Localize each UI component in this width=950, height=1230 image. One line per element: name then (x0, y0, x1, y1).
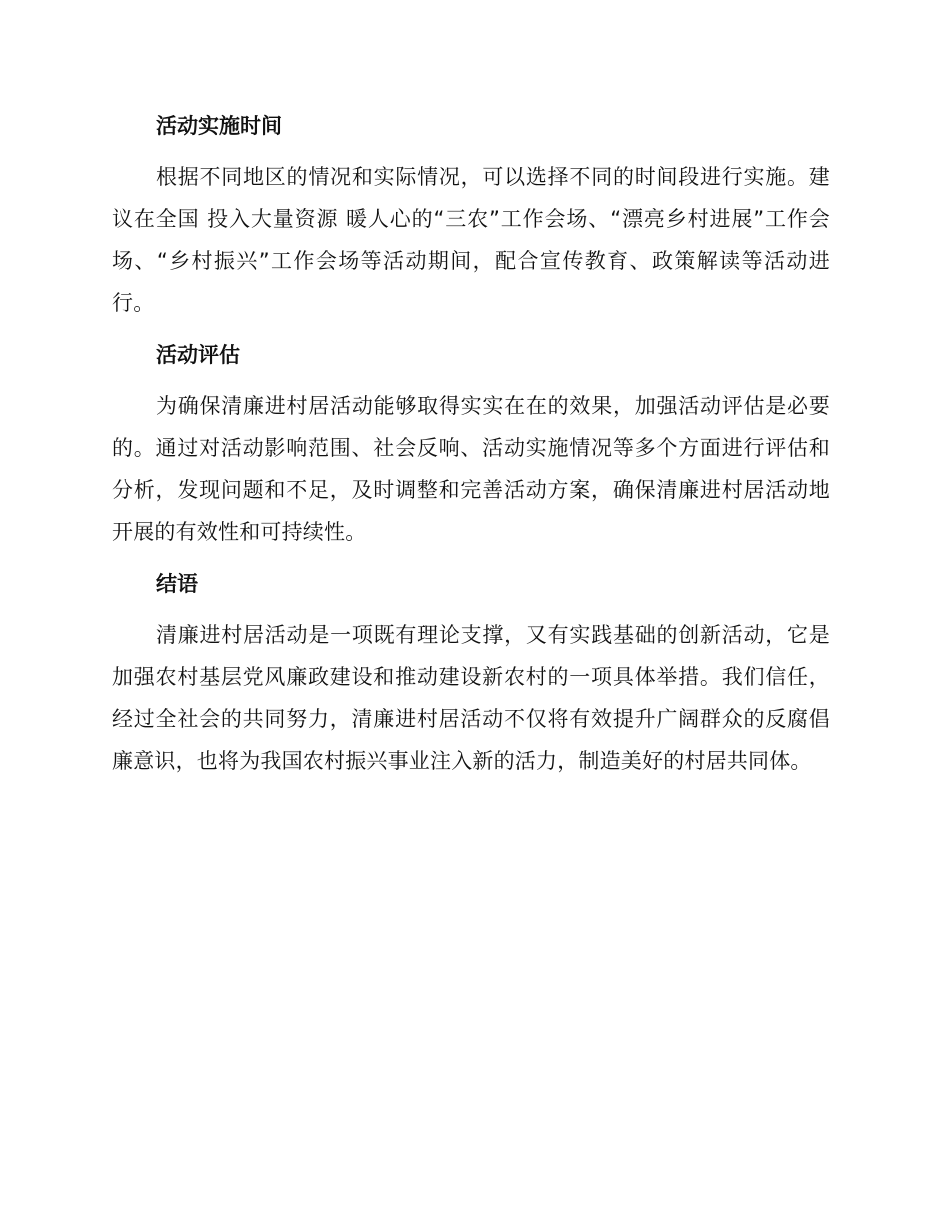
section-heading-implementation-time: 活动实施时间 (156, 114, 282, 138)
document-page (112, 106, 830, 793)
paragraph-conclusion: 清廉进村居活动是一项既有理论支撑，又有实践基础的创新活动，它是加强农村基层党风廉政建设和推动建设新农村的一项具体举措。我们信任，经过全社会的共同努力，清廉进村居活动不仅将有效提升广阔群众的反腐倡廉意识，也将为我国农村振兴事业注入新的活力，制造美好的村居共同体。 (112, 623, 830, 773)
paragraph-implementation-time: 根据不同地区的情况和实际情况，可以选择不同的时间段进行实施。建议在全国 投入大量资源 暖人心的“三农”工作会场、“漂亮乡村进展”工作会场、“乡村振兴”工作会场等活动期间，配合宣传教育、政策解读等活动进行。 (112, 165, 830, 315)
section-heading-conclusion: 结语 (156, 572, 198, 596)
paragraph-evaluation: 为确保清廉进村居活动能够取得实实在在的效果，加强活动评估是必要的。通过对活动影响范围、社会反响、活动实施情况等多个方面进行评估和分析，发现问题和不足，及时调整和完善活动方案，确保清廉进村居活动地开展的有效性和可持续性。 (112, 394, 830, 544)
section-heading-evaluation: 活动评估 (156, 343, 240, 367)
